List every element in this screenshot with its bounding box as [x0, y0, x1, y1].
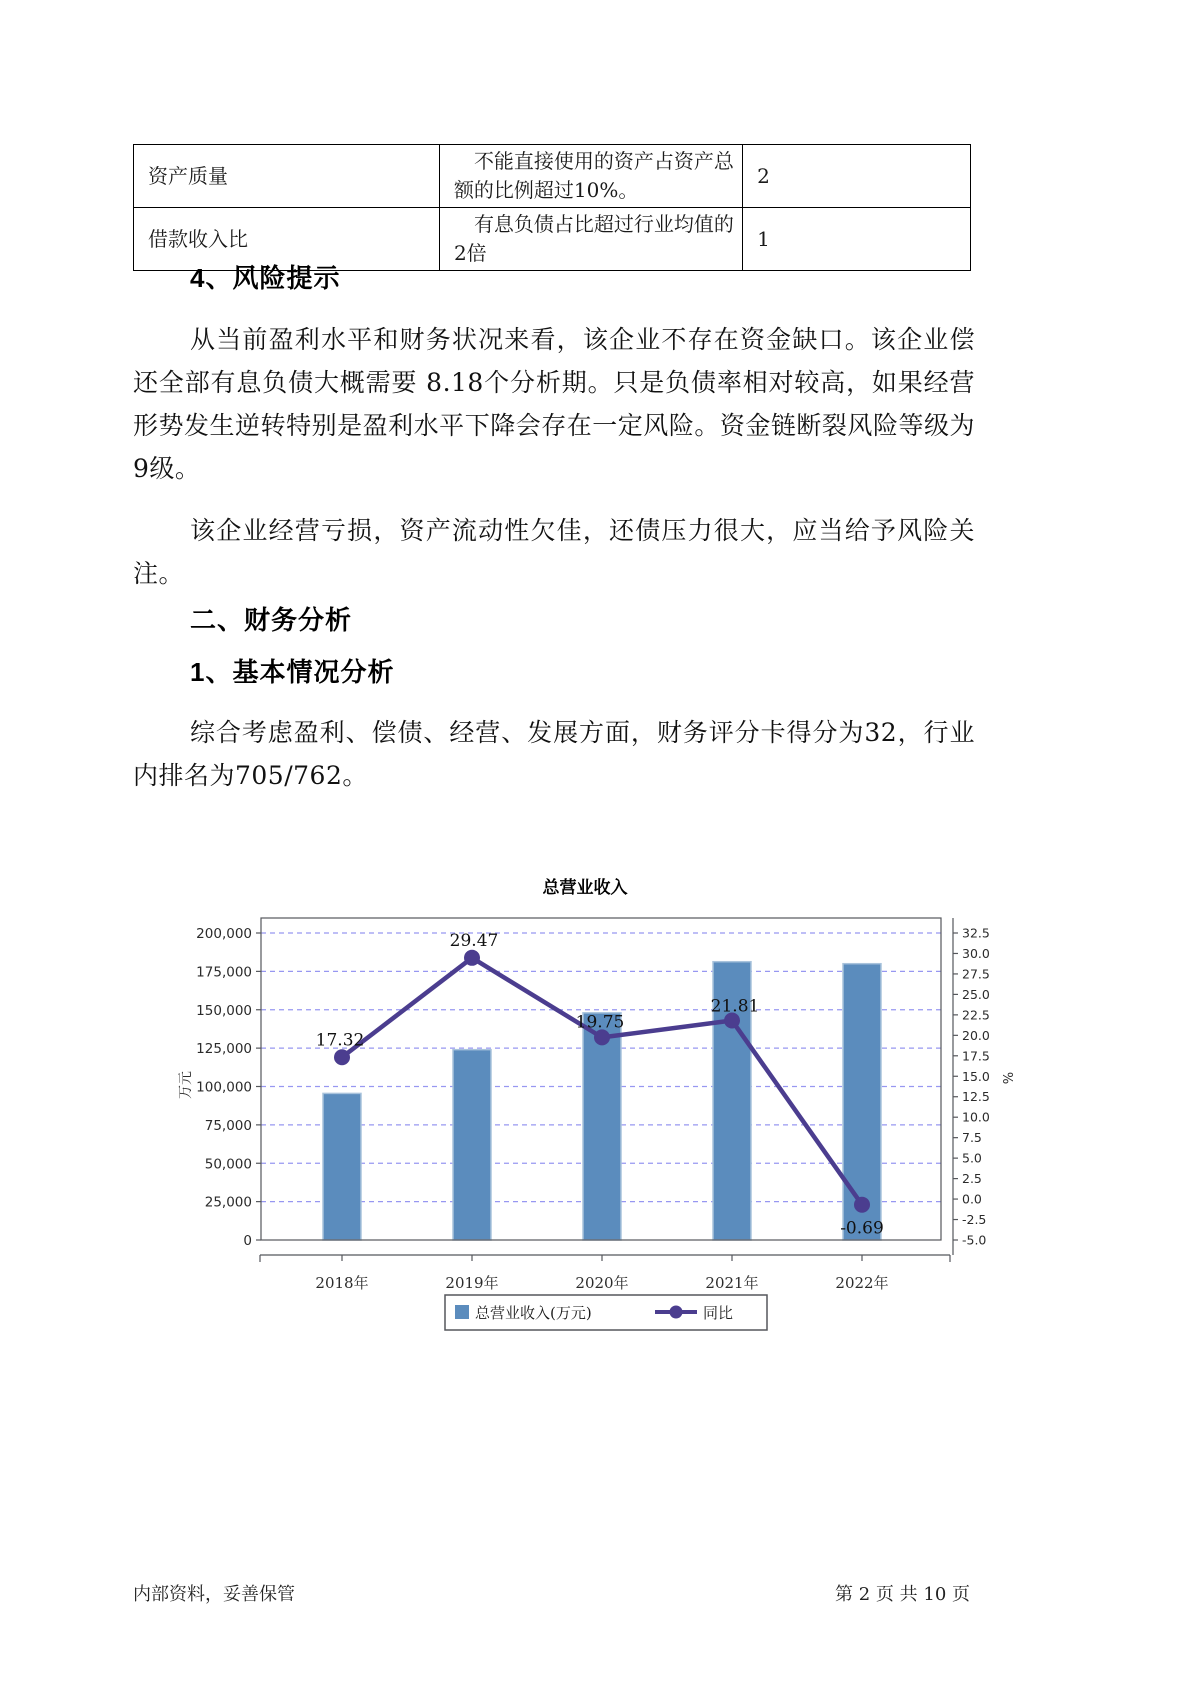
heading-basic-analysis: 1、基本情况分析: [190, 657, 395, 687]
right-axis-tick-label: -5.0: [962, 1232, 987, 1248]
x-axis-label: 2018年: [315, 1274, 369, 1292]
left-axis-tick-label: 0: [243, 1233, 252, 1249]
data-label: 29.47: [449, 930, 499, 951]
table-cell-metric: 借款收入比: [134, 208, 440, 271]
right-axis-title: %: [999, 1071, 1014, 1085]
data-label: 21.81: [710, 996, 760, 1017]
right-axis-tick-label: 27.5: [962, 966, 990, 982]
left-axis-tick-label: 125,000: [196, 1041, 252, 1058]
footer-page-number: 第 2 页 共 10 页: [835, 1584, 970, 1605]
legend-bar-swatch: [455, 1305, 469, 1319]
table-cell-desc: 有息负债占比超过行业均值的2倍: [439, 208, 742, 271]
right-axis-tick-label: 5.0: [962, 1150, 982, 1166]
line-point: [334, 1049, 350, 1065]
right-axis-tick-label: -2.5: [962, 1212, 987, 1228]
left-axis-title: 万元: [178, 1071, 194, 1099]
legend-bar-label: 总营业收入(万元): [475, 1304, 592, 1322]
data-label: -0.69: [840, 1218, 884, 1239]
left-axis-tick-label: 25,000: [204, 1194, 252, 1211]
right-axis-tick-label: 10.0: [962, 1109, 990, 1125]
left-axis-tick-label: 150,000: [196, 1002, 252, 1019]
bar-2018年: [323, 1093, 361, 1240]
data-label: 19.75: [575, 1012, 625, 1033]
heading-financial-analysis: 二、财务分析: [190, 605, 353, 635]
table-cell-desc: 不能直接使用的资产占资产总额的比例超过10%。: [439, 145, 742, 208]
x-axis-label: 2019年: [445, 1274, 499, 1292]
right-axis-tick-label: 30.0: [962, 945, 990, 961]
bar-2020年: [583, 1013, 621, 1240]
x-axis-label: 2021年: [705, 1274, 759, 1292]
right-axis-tick-label: 32.5: [962, 925, 990, 941]
right-axis-tick-label: 7.5: [962, 1130, 982, 1146]
right-axis-tick-label: 20.0: [962, 1027, 990, 1043]
heading-risk-tips: 4、风险提示: [190, 263, 341, 293]
revenue-chart-svg: [150, 858, 1050, 1338]
paragraph-basic: 综合考虑盈利、偿债、经营、发展方面，财务评分卡得分为32，行业内排名为705/762。: [133, 718, 975, 790]
left-axis-tick-label: 100,000: [196, 1079, 252, 1096]
legend-line-label: 同比: [703, 1304, 734, 1322]
x-axis-label: 2022年: [835, 1274, 889, 1292]
chart-title: 总营业收入: [542, 878, 628, 897]
table-cell-score: 2: [743, 145, 971, 208]
left-axis-tick-label: 50,000: [204, 1156, 252, 1173]
table-cell-metric: 资产质量: [134, 145, 440, 208]
legend-line-marker-dot: [670, 1306, 683, 1319]
paragraph-risk-1: 从当前盈利水平和财务状况来看，该企业不存在资金缺口。该企业偿还全部有息负债大概需要 8.18个分析期。只是负债率相对较高，如果经营形势发生逆转特别是盈利水平下降会存在一定风险。资金链断裂风险等级为9级。: [133, 325, 975, 483]
right-axis-tick-label: 15.0: [962, 1068, 990, 1084]
left-axis-tick-label: 75,000: [204, 1117, 252, 1134]
right-axis-tick-label: 25.0: [962, 986, 990, 1002]
right-axis-tick-label: 22.5: [962, 1007, 990, 1023]
paragraph-risk-2: 该企业经营亏损，资产流动性欠佳，还债压力很大，应当给予风险关注。: [133, 516, 975, 588]
table-cell-score: 1: [743, 208, 971, 271]
right-axis-tick-label: 12.5: [962, 1089, 990, 1105]
table-row: [134, 145, 971, 208]
left-axis-tick-label: 175,000: [196, 964, 252, 981]
revenue-chart: [150, 858, 1050, 1338]
right-axis-tick-label: 17.5: [962, 1048, 990, 1064]
bar-2019年: [453, 1050, 491, 1240]
x-axis-label: 2020年: [575, 1274, 629, 1292]
data-label: 17.32: [315, 1030, 365, 1051]
right-axis-tick-label: 2.5: [962, 1171, 982, 1187]
line-point: [464, 950, 480, 966]
right-axis-tick-label: 0.0: [962, 1191, 982, 1207]
left-axis-tick-label: 200,000: [196, 926, 252, 942]
footer-confidential-note: 内部资料，妥善保管: [133, 1584, 295, 1604]
score-table: [133, 144, 971, 271]
line-point: [854, 1197, 870, 1213]
